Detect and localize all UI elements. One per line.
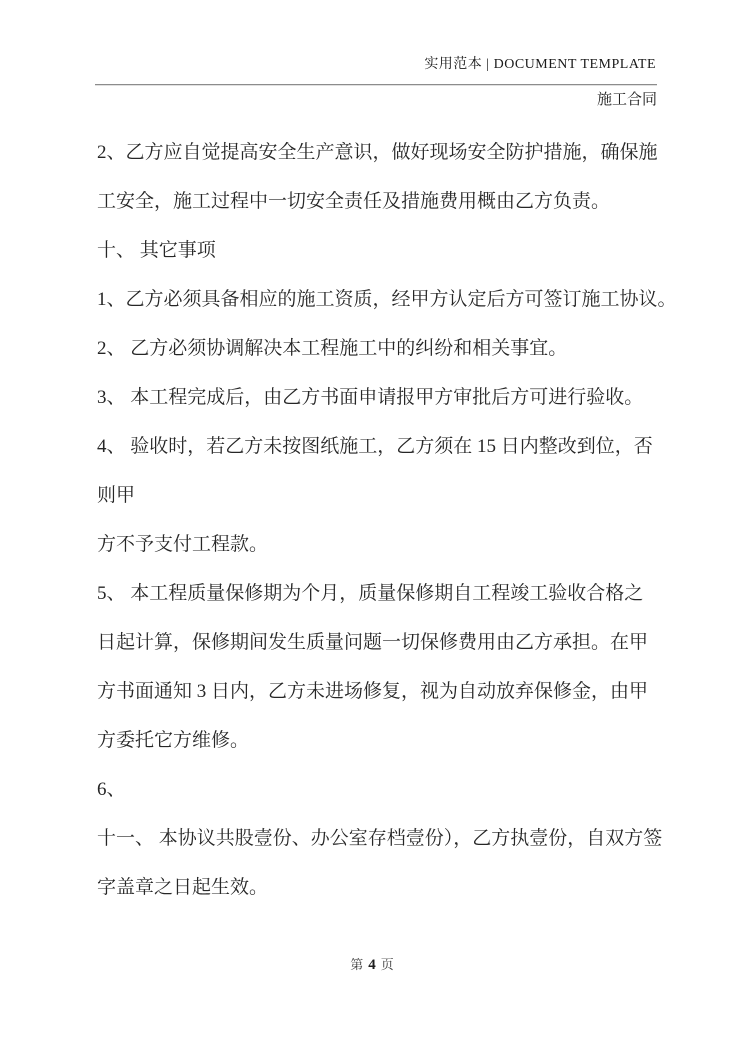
body-line: 字盖章之日起生效。 [97,877,269,898]
body-line: 2、乙方应自觉提高安全生产意识，做好现场安全防护措施，确保施 [97,142,658,163]
document-title: 施工合同 [596,92,657,108]
body-line: 十、 其它事项 [97,240,216,261]
body-line: 3、 本工程完成后，由乙方书面申请报甲方审批后方可进行验收。 [97,387,644,408]
body-line: 十一、 本协议共股壹份、办公室存档壹份），乙方执壹份，自双方签 [97,828,663,849]
body-line: 方委托它方维修。 [97,730,250,751]
document-body [97,128,677,912]
body-line: 日起计算，保修期间发生质量问题一切保修费用由乙方承担。在甲 [97,632,649,653]
body-line: 工安全，施工过程中一切安全责任及措施费用概由乙方负责。 [97,191,611,212]
footer-page-number: 4 [368,957,376,973]
page-footer [0,950,744,980]
body-line: 6、 [97,779,126,800]
body-line: 2、 乙方必须协调解决本工程施工中的纠纷和相关事宜。 [97,338,568,359]
body-line: 则甲 [97,485,136,506]
body-line: 方书面通知 3 日内，乙方未进场修复，视为自动放弃保修金，由甲 [97,681,649,702]
header-rule [95,84,657,85]
footer-page-suffix: 页 [380,957,394,972]
body-line: 方不予支付工程款。 [97,534,269,555]
header-brand: 实用范本 | DOCUMENT TEMPLATE [424,57,656,72]
body-line: 4、 验收时，若乙方未按图纸施工，乙方须在 15 日内整改到位，否 [97,436,653,457]
body-line: 5、 本工程质量保修期为个月，质量保修期自工程竣工验收合格之 [97,583,644,604]
footer-page-prefix: 第 [350,957,364,972]
body-line: 1、乙方必须具备相应的施工资质，经甲方认定后方可签订施工协议。 [97,289,677,310]
